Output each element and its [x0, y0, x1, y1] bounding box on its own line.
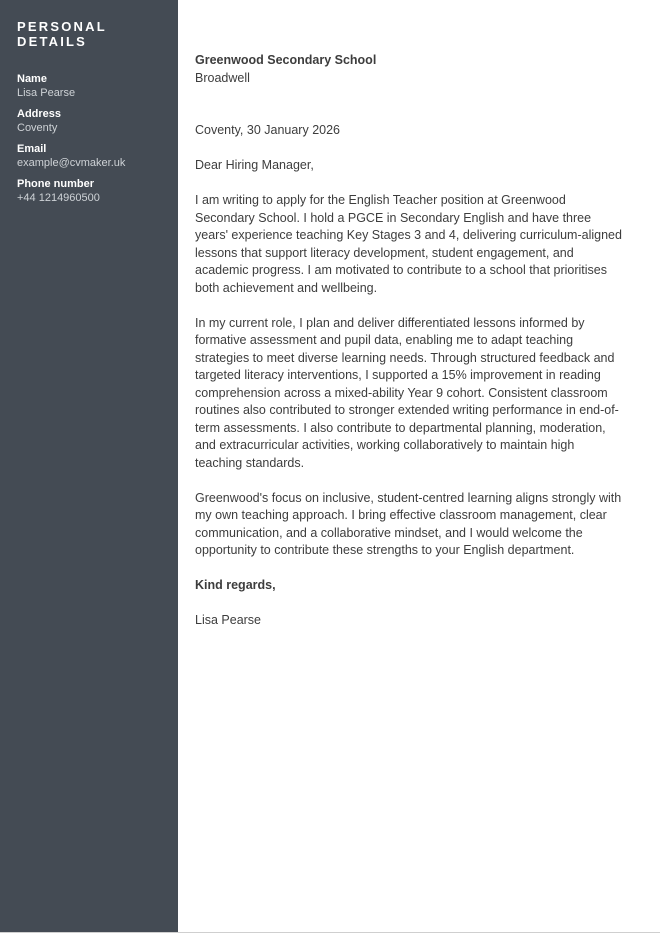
field-name-label: Name	[17, 73, 47, 85]
field-address	[17, 107, 164, 135]
field-email-label: Email	[17, 143, 47, 155]
field-phone-value: +44 1214960500	[17, 192, 100, 204]
recipient-city: Broadwell	[195, 70, 250, 85]
salutation: Dear Hiring Manager,	[195, 158, 314, 172]
personal-details-sidebar	[0, 0, 178, 932]
paragraph-introduction: I am writing to apply for the English Teacher position at Greenwood Secondary School. I hold a PGCE in Secondary English and have three years' experience teaching Key Stages 3 and 4, delivering curriculum-aligned lessons that support literacy development, student engagement, and academic progress. I am motivated to contribute to a school that prioritises both achievement and wellbeing.	[195, 193, 622, 295]
field-name	[17, 72, 164, 100]
field-phone-label: Phone number	[17, 178, 95, 190]
field-email	[17, 142, 164, 170]
field-email-value: example@cvmaker.uk	[17, 157, 126, 169]
field-address-label: Address	[17, 108, 62, 120]
closing: Kind regards,	[195, 578, 276, 592]
letter-body	[195, 0, 625, 647]
paragraph-fit: Greenwood's focus on inclusive, student-centred learning aligns strongly with my own teaching approach. I bring effective classroom management, clear communication, and a collaborative mindset, and I would welcome the opportunity to contribute these strengths to your English department.	[195, 490, 622, 557]
signature: Lisa Pearse	[195, 613, 262, 627]
date-line: Coventy, 30 January 2026	[195, 123, 341, 137]
field-name-value: Lisa Pearse	[17, 87, 76, 99]
field-phone	[17, 177, 164, 205]
sidebar-title: PERSONAL DETAILS	[17, 19, 107, 49]
paragraph-experience: In my current role, I plan and deliver differentiated lessons informed by formative assessment and pupil data, enabling me to adapt teaching strategies to meet diverse learning needs. Through structured feedback and targeted literacy interventions, I supported a 15% improvement in reading comprehension across a mixed-ability Year 9 cohort. Consistent classroom routines also contributed to stronger extended writing performance in end-of-term assessments. I also contribute to departmental planning, moderation, and extracurricular activities, working collaboratively to maintain high teaching standards.	[195, 315, 619, 470]
field-address-value: Coventy	[17, 122, 58, 134]
recipient-name: Greenwood Secondary School	[195, 53, 377, 67]
recipient-block	[195, 52, 625, 87]
